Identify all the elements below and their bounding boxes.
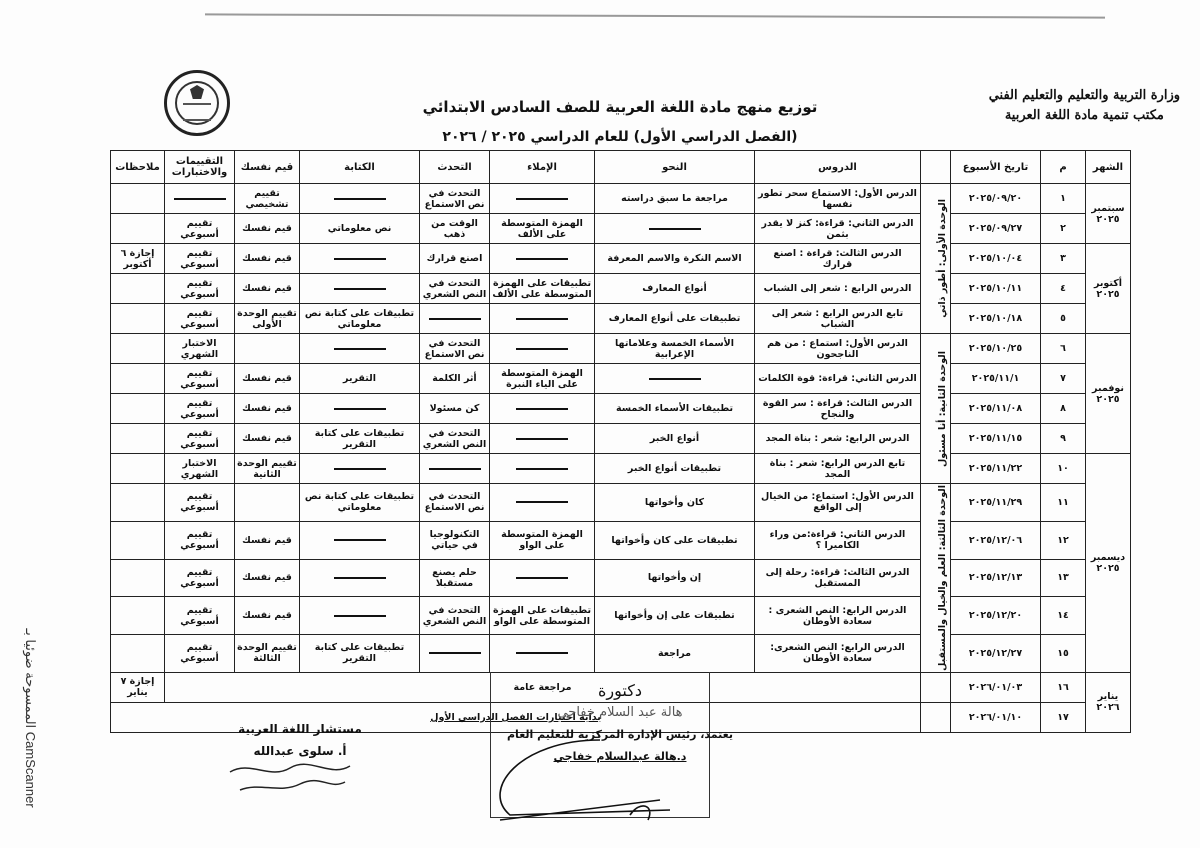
empty-dash <box>516 408 568 410</box>
week-number: ٦ <box>1041 334 1086 364</box>
grammar-cell <box>595 364 755 394</box>
advisor-signature-scribble <box>220 760 360 796</box>
self-eval-cell: قيم نفسك <box>235 274 300 304</box>
speaking-cell: التحدث في النص الشعري <box>420 424 490 454</box>
week-date: ٢٠٢٥/١٠/١٨ <box>951 304 1041 334</box>
dictation-cell: تطبيقات على الهمزة المتوسطة على الواو <box>490 597 595 635</box>
week-date: ٢٠٢٥/١٢/٢٠ <box>951 597 1041 635</box>
week-number: ١ <box>1041 184 1086 214</box>
approval-line: يعتمد، رئيس الإدارة المركزية للتعليم العام <box>507 728 733 741</box>
dictation-cell <box>490 424 595 454</box>
table-row <box>111 184 1131 214</box>
notes-cell <box>111 334 165 364</box>
stamp-faint-name: هالة عبد السلام خفاجي <box>557 705 683 720</box>
empty-dash <box>334 288 386 290</box>
writing-cell <box>300 394 420 424</box>
writing-cell: التقرير <box>300 364 420 394</box>
stamp-doctor-label: دكتورة <box>598 681 642 700</box>
notes-cell <box>111 394 165 424</box>
table-header-row <box>111 151 1131 184</box>
week-date: ٢٠٢٥/١٠/١١ <box>951 274 1041 304</box>
writing-cell <box>300 597 420 635</box>
grammar-cell: تطبيقات أنواع الخبر <box>595 454 755 484</box>
ministry-header <box>989 86 1180 126</box>
column-header: النحو <box>595 151 755 184</box>
week-date: ٢٠٢٥/١١/٢٢ <box>951 454 1041 484</box>
approver-name: د.هالة عبدالسلام خفاجي <box>553 750 687 763</box>
notes-cell <box>111 635 165 673</box>
office-name: مكتب تنمية مادة اللغة العربية <box>1004 108 1164 123</box>
speaking-cell: التحدث في نص الاستماع <box>420 334 490 364</box>
writing-cell <box>300 454 420 484</box>
grammar-cell: أنواع المعارف <box>595 274 755 304</box>
week-date: ٢٠٢٥/١٠/٠٤ <box>951 244 1041 274</box>
empty-dash <box>429 318 481 320</box>
merged-activity-cell: مراجعة عامة <box>165 672 921 702</box>
week-number: ٥ <box>1041 304 1086 334</box>
grammar-cell: أنواع الخبر <box>595 424 755 454</box>
assessment-cell: تقييم أسبوعي <box>165 635 235 673</box>
column-header: تاريخ الأسبوع <box>951 151 1041 184</box>
empty-dash <box>334 348 386 350</box>
self-eval-cell: قيم نفسك <box>235 394 300 424</box>
empty-dash <box>334 198 386 200</box>
self-eval-cell: قيم نفسك <box>235 597 300 635</box>
dictation-cell <box>490 184 595 214</box>
writing-cell: تطبيقات على كتابة التقرير <box>300 635 420 673</box>
writing-cell <box>300 559 420 597</box>
week-number: ١٧ <box>1041 702 1086 732</box>
notes-cell <box>111 184 165 214</box>
unit-cell-wrap <box>921 184 951 334</box>
week-number: ١٢ <box>1041 521 1086 559</box>
writing-cell: تطبيقات على كتابة نص معلوماتي <box>300 304 420 334</box>
assessment-cell: تقييم أسبوعي <box>165 597 235 635</box>
empty-dash <box>334 258 386 260</box>
grammar-cell: مراجعة <box>595 635 755 673</box>
dictation-cell <box>490 559 595 597</box>
lesson-cell: الدرس الرابع: شعر : بناة المجد <box>755 424 921 454</box>
empty-dash <box>174 198 226 200</box>
speaking-cell: اصنع قرارك <box>420 244 490 274</box>
writing-cell: تطبيقات على كتابة التقرير <box>300 424 420 454</box>
month-cell: نوفمبر ٢٠٢٥ <box>1086 334 1131 454</box>
empty-dash <box>516 348 568 350</box>
empty-dash <box>516 438 568 440</box>
speaking-cell: كن مسئولا <box>420 394 490 424</box>
table-row <box>111 559 1131 597</box>
empty-dash <box>334 615 386 617</box>
grammar-cell: تطبيقات الأسماء الخمسة <box>595 394 755 424</box>
speaking-cell: التحدث في نص الاستماع <box>420 184 490 214</box>
self-eval-cell: تقييم الوحدة الثانية <box>235 454 300 484</box>
dictation-cell: الهمزة المتوسطة على الياء النبرة <box>490 364 595 394</box>
document-title: توزيع منهج مادة اللغة العربية للصف السادس الابتدائي <box>422 98 818 116</box>
lesson-cell: الدرس الثالث: قراءة: رحلة إلى المستقبل <box>755 559 921 597</box>
unit-label: الوحدة الأولى: أطور ذاتي <box>937 199 948 318</box>
notes-cell <box>111 559 165 597</box>
month-cell: سبتمبر ٢٠٢٥ <box>1086 184 1131 244</box>
self-eval-cell: قيم نفسك <box>235 244 300 274</box>
notes-cell <box>111 214 165 244</box>
unit-cell-wrap <box>921 334 951 484</box>
writing-cell <box>300 244 420 274</box>
notes-cell <box>111 304 165 334</box>
lesson-cell: الدرس الأول: استماع: من الخيال إلى الواقع <box>755 484 921 522</box>
week-number: ١٣ <box>1041 559 1086 597</box>
grammar-cell: كان وأخواتها <box>595 484 755 522</box>
table-row <box>111 214 1131 244</box>
week-date: ٢٠٢٥/١٢/٠٦ <box>951 521 1041 559</box>
notes-cell <box>111 521 165 559</box>
self-eval-cell: قيم نفسك <box>235 424 300 454</box>
lesson-cell: الدرس الثالث: قراءة : سر القوة والنجاح <box>755 394 921 424</box>
assessment-cell: تقييم أسبوعي <box>165 364 235 394</box>
lesson-cell: الدرس الأول: الاستماع سحر تطور نفسها <box>755 184 921 214</box>
week-number: ٢ <box>1041 214 1086 244</box>
empty-dash <box>649 228 701 230</box>
advisor-name: أ. سلوى عبدالله <box>253 744 347 758</box>
speaking-cell: التكنولوجيا في حياتي <box>420 521 490 559</box>
table-row <box>111 424 1131 454</box>
week-date: ٢٠٢٥/١٢/١٣ <box>951 559 1041 597</box>
dictation-cell <box>490 304 595 334</box>
column-header: الشهر <box>1086 151 1131 184</box>
assessment-cell: تقييم أسبوعي <box>165 274 235 304</box>
empty-dash <box>516 258 568 260</box>
grammar-cell: إن وأخواتها <box>595 559 755 597</box>
week-date: ٢٠٢٥/١١/٢٩ <box>951 484 1041 522</box>
week-number: ٧ <box>1041 364 1086 394</box>
notes-cell <box>111 454 165 484</box>
approver-signature-scribble <box>480 720 680 830</box>
table-row <box>111 484 1131 522</box>
week-number: ١١ <box>1041 484 1086 522</box>
column-header: الدروس <box>755 151 921 184</box>
empty-dash <box>516 652 568 654</box>
self-eval-cell: تقييم الوحدة الأولى <box>235 304 300 334</box>
grammar-cell <box>595 214 755 244</box>
lesson-cell: تابع الدرس الرابع : شعر إلى الشباب <box>755 304 921 334</box>
self-eval-cell: قيم نفسك <box>235 214 300 244</box>
assessment-cell: تقييم أسبوعي <box>165 484 235 522</box>
eagle-emblem-icon <box>190 85 204 99</box>
assessment-cell: تقييم أسبوعي <box>165 394 235 424</box>
empty-dash <box>516 198 568 200</box>
empty-dash <box>334 539 386 541</box>
self-eval-cell: تقييم الوحدة الثالثة <box>235 635 300 673</box>
dictation-cell <box>490 394 595 424</box>
dictation-cell <box>490 334 595 364</box>
notes-cell <box>111 597 165 635</box>
empty-dash <box>516 468 568 470</box>
self-eval-cell <box>235 334 300 364</box>
page-edge-line <box>205 13 1105 18</box>
self-eval-cell: قيم نفسك <box>235 521 300 559</box>
ministry-name: وزارة التربية والتعليم والتعليم الفني <box>988 88 1180 103</box>
assessment-cell: الاختبار الشهري <box>165 454 235 484</box>
week-number: ١٦ <box>1041 672 1086 702</box>
self-eval-cell: قيم نفسك <box>235 559 300 597</box>
lesson-cell: الدرس الرابع: النص الشعرى: سعادة الأوطان <box>755 635 921 673</box>
assessment-cell <box>165 184 235 214</box>
column-header: ملاحظات <box>111 151 165 184</box>
speaking-cell <box>420 454 490 484</box>
notes-cell <box>111 424 165 454</box>
grammar-cell: تطبيقات على كان وأخواتها <box>595 521 755 559</box>
grammar-cell: تطبيقات على أنواع المعارف <box>595 304 755 334</box>
week-date: ٢٠٢٦/٠١/٠٣ <box>951 672 1041 702</box>
column-header: التقييمات والاختبارات <box>165 151 235 184</box>
speaking-cell: التحدث في النص الشعري <box>420 597 490 635</box>
month-cell: ديسمبر ٢٠٢٥ <box>1086 454 1131 673</box>
camscanner-watermark: الممسوحة ضوئيا بـ CamScanner <box>23 628 38 808</box>
lesson-cell: الدرس الثاني: قراءة:من وراء الكاميرا ؟ <box>755 521 921 559</box>
dictation-cell <box>490 244 595 274</box>
grammar-cell: الاسم النكرة والاسم المعرفة <box>595 244 755 274</box>
week-number: ٩ <box>1041 424 1086 454</box>
assessment-cell: الاختبار الشهري <box>165 334 235 364</box>
self-eval-cell: تقييم تشخيصي <box>235 184 300 214</box>
speaking-cell: التحدث في نص الاستماع <box>420 484 490 522</box>
document-subtitle: (الفصل الدراسي الأول) للعام الدراسي ٢٠٢٥ / ٢٠٢٦ <box>442 129 798 145</box>
week-date: ٢٠٢٥/٠٩/٢٠ <box>951 184 1041 214</box>
unit-cell-empty <box>921 672 951 702</box>
writing-cell <box>300 334 420 364</box>
logo-text-mark <box>183 103 211 121</box>
self-eval-cell <box>235 484 300 522</box>
table-row <box>111 454 1131 484</box>
table-row <box>111 364 1131 394</box>
ministry-logo <box>164 70 230 136</box>
assessment-cell: تقييم أسبوعي <box>165 424 235 454</box>
table-row <box>111 635 1131 673</box>
table-row <box>111 244 1131 274</box>
month-cell: أكتوبر ٢٠٢٥ <box>1086 244 1131 334</box>
writing-cell <box>300 184 420 214</box>
unit-label: الوحدة الثالثة: العلم والخيال والمستقبل <box>937 485 948 671</box>
notes-cell: إجازة ٦ أكتوبر <box>111 244 165 274</box>
table-row <box>111 597 1131 635</box>
writing-cell <box>300 521 420 559</box>
grammar-cell: مراجعة ما سبق دراسته <box>595 184 755 214</box>
week-date: ٢٠٢٥/١١/١ <box>951 364 1041 394</box>
empty-dash <box>334 577 386 579</box>
dictation-cell <box>490 635 595 673</box>
merged-activity-cell: بداية اختبارات الفصل الدراسي الأول <box>111 702 921 732</box>
table-row <box>111 521 1131 559</box>
unit-cell-empty <box>921 702 951 732</box>
writing-cell <box>300 274 420 304</box>
week-number: ١٥ <box>1041 635 1086 673</box>
dictation-cell <box>490 484 595 522</box>
week-date: ٢٠٢٥/١١/١٥ <box>951 424 1041 454</box>
table-row <box>111 394 1131 424</box>
assessment-cell: تقييم أسبوعي <box>165 559 235 597</box>
lesson-cell: الدرس الثاني: قراءة: قوة الكلمات <box>755 364 921 394</box>
month-cell: يناير ٢٠٢٦ <box>1086 672 1131 732</box>
empty-dash <box>516 318 568 320</box>
notes-cell <box>111 364 165 394</box>
assessment-cell: تقييم أسبوعي <box>165 521 235 559</box>
writing-cell: نص معلوماتي <box>300 214 420 244</box>
lesson-cell: الدرس الثاني: قراءة: كنز لا يقدر بثمن <box>755 214 921 244</box>
column-header: الإملاء <box>490 151 595 184</box>
empty-dash <box>334 468 386 470</box>
column-header <box>921 151 951 184</box>
dictation-cell: تطبيقات على الهمزة المتوسطة على الألف <box>490 274 595 304</box>
speaking-cell: التحدث في النص الشعري <box>420 274 490 304</box>
column-header: التحدث <box>420 151 490 184</box>
advisor-title: مستشار اللغة العربية <box>238 722 362 736</box>
notes-cell <box>111 484 165 522</box>
notes-cell: إجازة ٧ يناير <box>111 672 165 702</box>
column-header: الكتابة <box>300 151 420 184</box>
table-row <box>111 304 1131 334</box>
week-number: ٤ <box>1041 274 1086 304</box>
self-eval-cell: قيم نفسك <box>235 364 300 394</box>
lesson-cell: الدرس الرابع : شعر إلى الشباب <box>755 274 921 304</box>
unit-label: الوحدة الثانية: أنا مسئول <box>937 350 948 467</box>
week-number: ١٠ <box>1041 454 1086 484</box>
lesson-cell: تابع الدرس الرابع: شعر : بناة المجد <box>755 454 921 484</box>
table-row <box>111 274 1131 304</box>
assessment-cell: تقييم أسبوعي <box>165 214 235 244</box>
lesson-cell: الدرس الرابع: النص الشعرى : سعادة الأوطان <box>755 597 921 635</box>
week-number: ٨ <box>1041 394 1086 424</box>
dictation-cell <box>490 454 595 484</box>
week-date: ٢٠٢٥/٠٩/٢٧ <box>951 214 1041 244</box>
empty-dash <box>649 378 701 380</box>
writing-cell: تطبيقات على كتابة نص معلوماتي <box>300 484 420 522</box>
lesson-cell: الدرس الأول: استماع : من هم الناجحون <box>755 334 921 364</box>
dictation-cell: الهمزة المتوسطة على الألف <box>490 214 595 244</box>
week-number: ٣ <box>1041 244 1086 274</box>
unit-cell-wrap <box>921 484 951 673</box>
curriculum-table <box>110 150 1131 733</box>
assessment-cell: تقييم أسبوعي <box>165 304 235 334</box>
table-row <box>111 334 1131 364</box>
week-date: ٢٠٢٥/١١/٠٨ <box>951 394 1041 424</box>
week-number: ١٤ <box>1041 597 1086 635</box>
week-date: ٢٠٢٥/١٠/٢٥ <box>951 334 1041 364</box>
speaking-cell <box>420 635 490 673</box>
empty-dash <box>334 408 386 410</box>
empty-dash <box>516 501 568 503</box>
notes-cell <box>111 274 165 304</box>
speaking-cell: حلم يصنع مستقبلا <box>420 559 490 597</box>
speaking-cell: الوقت من ذهب <box>420 214 490 244</box>
grammar-cell: تطبيقات على إن وأخواتها <box>595 597 755 635</box>
column-header: م <box>1041 151 1086 184</box>
grammar-cell: الأسماء الخمسة وعلاماتها الإعرابية <box>595 334 755 364</box>
document-title-block <box>420 92 820 152</box>
assessment-cell: تقييم أسبوعي <box>165 244 235 274</box>
dictation-cell: الهمزة المتوسطة على الواو <box>490 521 595 559</box>
speaking-cell <box>420 304 490 334</box>
week-date: ٢٠٢٦/٠١/١٠ <box>951 702 1041 732</box>
empty-dash <box>516 577 568 579</box>
week-date: ٢٠٢٥/١٢/٢٧ <box>951 635 1041 673</box>
empty-dash <box>429 468 481 470</box>
empty-dash <box>429 652 481 654</box>
lesson-cell: الدرس الثالث: قراءة : اصنع قرارك <box>755 244 921 274</box>
advisor-signature-block <box>200 718 400 762</box>
speaking-cell: أثر الكلمة <box>420 364 490 394</box>
column-header: قيم نفسك <box>235 151 300 184</box>
